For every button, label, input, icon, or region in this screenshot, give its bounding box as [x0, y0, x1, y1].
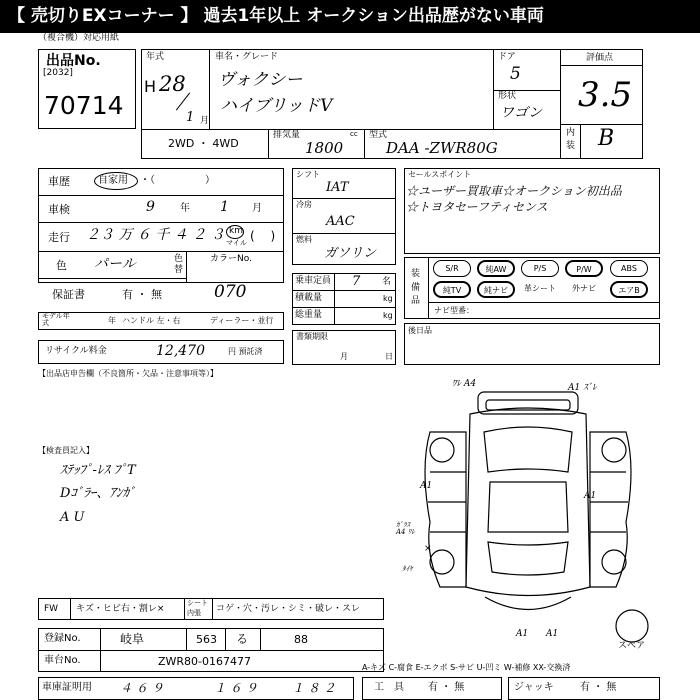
lot-number: 70714 — [44, 91, 124, 120]
mileage-paren: ( ) — [250, 229, 276, 243]
car-diagram — [400, 372, 680, 652]
shape-label: 形状 — [498, 91, 517, 101]
cert-v1: ４ ６ ９ — [120, 681, 164, 695]
inspection-month-unit: 月 — [252, 203, 262, 214]
shift-value: IAT — [326, 180, 349, 195]
year-month-unit: 月 — [200, 116, 210, 126]
color-code: 070 — [214, 282, 247, 302]
sales-label: セールスポイント — [408, 170, 472, 179]
score-value: 3.5 — [578, 75, 633, 115]
drive-text: 2WD ・ 4WD — [168, 137, 239, 150]
shape-value: ワゴン — [500, 105, 542, 121]
later-label: 後日品 — [408, 326, 432, 335]
color-change: 色替 — [174, 254, 184, 275]
capacity-unit: 名 — [382, 277, 392, 287]
docs-unit: 月 — [340, 352, 348, 361]
recycle-unit: 円 預託済 — [228, 347, 263, 356]
diagram-mark-6: × — [424, 544, 432, 554]
chassis-label: 車台No. — [44, 655, 81, 666]
equip-ps: P/S — [521, 260, 559, 277]
diagram-mark-7: ﾀｲﾔ — [402, 565, 413, 573]
model-name: ヴォクシー — [218, 70, 303, 90]
fuel-label: 燃料 — [296, 235, 312, 244]
cert-v3: １ ８ ２ — [292, 681, 336, 695]
inspection-year: 9 — [146, 199, 155, 215]
note-top: （複合機）対応用紙 — [38, 33, 120, 43]
interior-value: B — [598, 126, 615, 151]
lot-tag: [2032] — [43, 68, 73, 78]
inspector-line3: A U — [60, 510, 85, 525]
damage-legend: A-キズ C-腐食 E-エクボ S-サビ U-凹ミ W-補修 XX-交換済 — [362, 663, 571, 672]
history-rest: ・（ ） — [140, 175, 215, 186]
load-unit: kg — [383, 294, 393, 303]
recycle-label: リサイクル料金 — [45, 346, 107, 356]
diagram-mark-5: ｶﾞﾗｽ A4 ﾜﾚ — [396, 521, 415, 536]
color-label: 色 — [56, 259, 67, 272]
displacement-unit: cc — [350, 130, 358, 138]
seat-label-2: 内張 — [187, 609, 201, 617]
inspection-label: 車検 — [48, 203, 70, 216]
diagram-mark-8: A1 — [516, 629, 529, 639]
spare-label: スペア — [618, 641, 646, 651]
color-code-label: カラーNo. — [210, 254, 252, 264]
year-label: 年式 — [146, 52, 165, 62]
doors-value: 5 — [510, 64, 521, 84]
diagram-mark-9: A1 — [546, 629, 559, 639]
interior-label: 内装 — [566, 128, 576, 151]
floor-label: FW — [44, 604, 59, 614]
registration-serial: 88 — [294, 633, 308, 646]
diagram-mark-4: A1 — [420, 481, 433, 491]
later-box — [404, 323, 660, 365]
tools-label: 工 具 — [374, 682, 404, 693]
cert-v2: １ ６ ９ — [214, 681, 258, 695]
inspector-line2: Dｺﾞﾗｰ、ｱﾝｶﾞ — [60, 486, 136, 501]
docs-label: 書類期限 — [296, 332, 328, 341]
displacement-value: 1800 — [305, 139, 344, 157]
year-month: 1 — [186, 110, 195, 125]
equip-sr: S/R — [433, 260, 471, 277]
equip-tv: 純TV — [433, 281, 471, 298]
year-value: 28 — [159, 72, 186, 96]
weight-unit: kg — [383, 311, 393, 320]
registration-label: 登録No. — [44, 633, 81, 644]
sales-line1: ☆ユーザー買取車☆オークション初出品 — [406, 184, 622, 198]
jack-label: ジャッキ — [514, 682, 554, 693]
registration-place: 岐阜 — [120, 632, 145, 646]
model-year-label: モデル年式 — [42, 312, 70, 327]
seller-notes-label: 【出品店申告欄（不良箇所・欠品・注意事項等）】 — [38, 369, 218, 378]
doors-label: ドア — [498, 52, 516, 62]
sales-line2: ☆トヨタセーフティセンス — [406, 200, 548, 214]
warranty-label: 保証書 — [52, 288, 85, 301]
seat-label: シート — [187, 599, 208, 607]
mileage-label: 走行 — [48, 231, 70, 244]
year-era: H — [144, 77, 157, 96]
docs-day: 日 — [385, 352, 393, 361]
equip-abs: ABS — [610, 260, 648, 277]
header-title: 【 売切りEXコーナー 】 過去1年以上 オークション出品歴がない車両 — [8, 6, 544, 26]
equip-airbag: エアB — [610, 281, 648, 298]
floor-text-2: コゲ・穴・汚レ・シミ・破レ・スレ — [216, 604, 361, 614]
history-label: 車歴 — [48, 175, 70, 188]
equip-navi: 純ナビ — [477, 281, 515, 298]
model-grade: ハイブリッドV — [220, 96, 333, 116]
recycle-value: 12,470 — [156, 343, 205, 359]
weight-label: 総重量 — [295, 310, 323, 320]
inspection-year-unit: 年 — [180, 203, 190, 214]
mileage-value: ２３ 万 ６ 千 ４ ２ ３ — [86, 227, 225, 243]
equip-aw: 純AW — [477, 260, 515, 277]
inspector-line1: ｽﾃｯﾌﾟ-ﾚｽ ﾌﾟT — [60, 463, 136, 478]
capacity-label: 乗車定員 — [295, 276, 332, 286]
capacity-value: 7 — [352, 274, 361, 289]
diagram-mark-2: A1 ｽﾞﾚ — [568, 383, 597, 393]
type-value: DAA -ZWR80G — [386, 139, 498, 157]
warranty-value: 有 ・ 無 — [122, 288, 162, 301]
inspection-month: 1 — [220, 199, 229, 215]
fuel-value: ガソリン — [324, 246, 377, 261]
aircon-label: 冷房 — [296, 200, 312, 209]
model-year-handle: ハンドル 左・右 — [122, 316, 181, 325]
score-label: 評価点 — [586, 53, 614, 63]
navi-model: ナビ型番： — [434, 306, 474, 315]
equip-ext-navi: 外ナビ — [572, 284, 596, 293]
equip-leather: 革シート — [524, 284, 556, 293]
cert-label: 車庫証明用 — [42, 682, 92, 693]
registration-kana: る — [236, 632, 249, 646]
aircon-value: AAC — [326, 214, 355, 229]
equipment-label: 装備品 — [411, 269, 421, 306]
color-value: パール — [94, 256, 136, 272]
chassis-value: ZWR80-0167477 — [158, 655, 252, 668]
jack-value: 有 ・ 無 — [580, 682, 617, 693]
registration-num: 563 — [196, 633, 217, 646]
shift-label: シフト — [296, 170, 320, 179]
mileage-mile: マイル — [226, 239, 247, 247]
load-label: 積載量 — [295, 293, 323, 303]
history-value: 自家用 — [98, 175, 128, 186]
model-year-dealer: ディーラー・並行 — [210, 316, 274, 325]
equip-pw: P/W — [565, 260, 603, 277]
diagram-mark-3: A1 — [584, 491, 597, 501]
type-label: 型式 — [369, 130, 388, 140]
mileage-unit: km — [229, 226, 243, 236]
inspector-label: 【検査員記入】 — [38, 446, 94, 455]
model-label: 車名・グレード — [215, 52, 279, 62]
tools-value: 有 ・ 無 — [428, 682, 465, 693]
floor-text: キズ・ヒビ右・割レ× — [76, 604, 165, 614]
displacement-label: 排気量 — [273, 130, 301, 140]
model-year-unit: 年 — [108, 316, 116, 325]
diagram-mark-1: ﾜﾚ A4 — [452, 379, 477, 389]
lot-label: 出品No. — [46, 53, 101, 69]
